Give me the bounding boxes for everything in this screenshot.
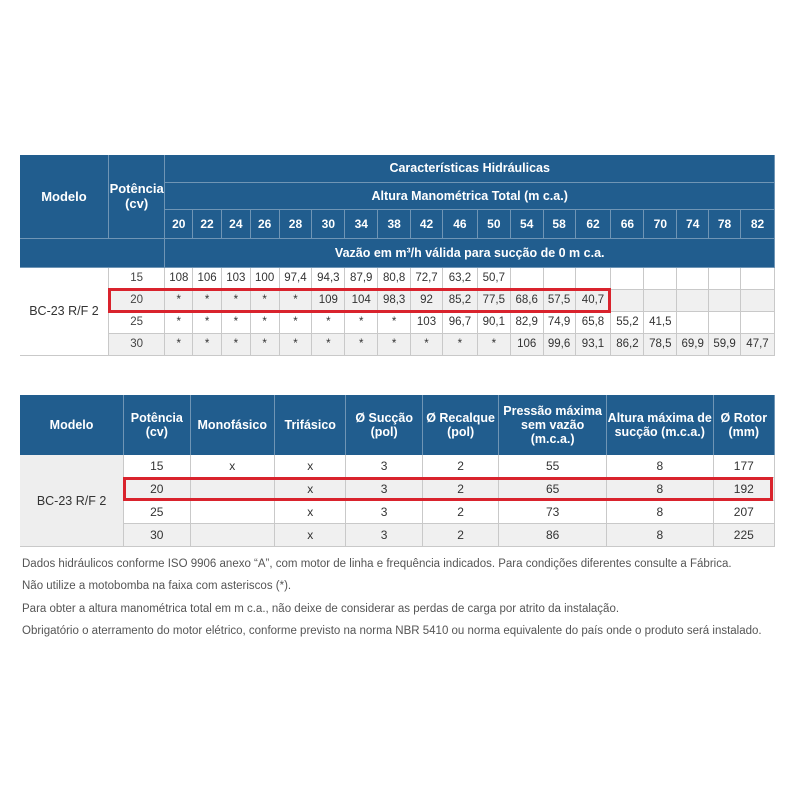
- recalque-cell: 2: [422, 455, 498, 478]
- flow-cell: [644, 289, 677, 311]
- height-col-26: 26: [250, 209, 279, 238]
- tri-cell: x: [275, 524, 346, 547]
- flow-cell: [677, 289, 709, 311]
- flow-cell: 59,9: [709, 333, 741, 355]
- flow-cell: *: [442, 333, 477, 355]
- flow-cell: 94,3: [312, 267, 345, 289]
- height-col-22: 22: [193, 209, 222, 238]
- height-col-66: 66: [611, 209, 644, 238]
- flow-row: [20, 289, 775, 311]
- height-col-34: 34: [345, 209, 378, 238]
- flow-cell: 55,2: [611, 311, 644, 333]
- mono-cell: [190, 524, 275, 547]
- flow-cell: *: [165, 311, 193, 333]
- pressao-cell: 86: [499, 524, 607, 547]
- height-col-38: 38: [378, 209, 411, 238]
- potencia-cell: 30: [108, 333, 165, 355]
- height-col-62: 62: [575, 209, 611, 238]
- note-iso: Dados hidráulicos conforme ISO 9906 anexo “A”, com motor de linha e frequência indicados. Para condições diferentes consulte a Fábrica.: [22, 558, 732, 570]
- flow-cell: 77,5: [477, 289, 510, 311]
- height-col-74: 74: [677, 209, 709, 238]
- flow-cell: 108: [165, 267, 193, 289]
- succao-cell: 3: [346, 501, 422, 524]
- flow-cell: [510, 267, 543, 289]
- flow-cell: 90,1: [477, 311, 510, 333]
- note-asterisk: Não utilize a motobomba na faixa com asteriscos (*).: [22, 580, 292, 593]
- altura-cell: 8: [606, 524, 713, 547]
- tri-cell: x: [275, 501, 346, 524]
- rotor-cell: 225: [713, 524, 774, 547]
- model-name: BC-23 R/F 2: [20, 267, 108, 355]
- flow-cell: *: [411, 333, 443, 355]
- flow-cell: [611, 289, 644, 311]
- pot-cell: 25: [124, 501, 190, 524]
- flow-cell: 40,7: [575, 289, 611, 311]
- header-altura-manometrica: Altura Manométrica Total (m c.a.): [165, 182, 775, 209]
- flow-cell: 99,6: [543, 333, 575, 355]
- tri-cell: x: [275, 478, 346, 501]
- flow-cell: 92: [411, 289, 443, 311]
- flow-cell: 50,7: [477, 267, 510, 289]
- header-recalque: Ø Recalque (pol): [422, 395, 498, 455]
- footnotes: [22, 553, 792, 642]
- succao-cell: 3: [346, 478, 422, 501]
- flow-cell: *: [221, 311, 250, 333]
- flow-cell: 78,5: [644, 333, 677, 355]
- flow-cell: 86,2: [611, 333, 644, 355]
- flow-cell: *: [250, 333, 279, 355]
- spec-row: [20, 501, 775, 524]
- flow-cell: [543, 267, 575, 289]
- flow-cell: 93,1: [575, 333, 611, 355]
- height-col-82: 82: [740, 209, 774, 238]
- height-col-46: 46: [442, 209, 477, 238]
- flow-cell: [709, 267, 741, 289]
- height-col-42: 42: [411, 209, 443, 238]
- flow-cell: 63,2: [442, 267, 477, 289]
- flow-cell: *: [165, 289, 193, 311]
- flow-cell: 41,5: [644, 311, 677, 333]
- header-caracteristicas: Características Hidráulicas: [165, 155, 775, 182]
- rotor-cell: 192: [713, 478, 774, 501]
- flow-cell: *: [221, 289, 250, 311]
- potencia-cell: 15: [108, 267, 165, 289]
- height-col-28: 28: [279, 209, 312, 238]
- flow-cell: [709, 311, 741, 333]
- flow-cell: *: [477, 333, 510, 355]
- flow-cell: 85,2: [442, 289, 477, 311]
- flow-cell: *: [312, 333, 345, 355]
- header-altura-succao: Altura máxima de sucção (m.c.a.): [606, 395, 713, 455]
- flow-cell: 106: [510, 333, 543, 355]
- flow-cell: 57,5: [543, 289, 575, 311]
- flow-cell: 80,8: [378, 267, 411, 289]
- flow-cell: 96,7: [442, 311, 477, 333]
- pressao-cell: 55: [499, 455, 607, 478]
- flow-cell: *: [165, 333, 193, 355]
- pressao-cell: 73: [499, 501, 607, 524]
- altura-cell: 8: [606, 455, 713, 478]
- flow-cell: 82,9: [510, 311, 543, 333]
- mono-cell: x: [190, 455, 275, 478]
- model-name: BC-23 R/F 2: [20, 455, 124, 547]
- height-col-78: 78: [709, 209, 741, 238]
- pot-cell: 30: [124, 524, 190, 547]
- note-perdas: Para obter a altura manométrica total em m c.a., não deixe de considerar as perdas de carga por atrito da instalação.: [22, 602, 620, 615]
- flow-cell: 68,6: [510, 289, 543, 311]
- flow-cell: *: [250, 289, 279, 311]
- height-col-20: 20: [165, 209, 193, 238]
- flow-cell: 100: [250, 267, 279, 289]
- header-modelo: Modelo: [20, 395, 124, 455]
- tri-cell: x: [275, 455, 346, 478]
- flow-cell: 72,7: [411, 267, 443, 289]
- flow-row: [20, 267, 775, 289]
- altura-cell: 8: [606, 501, 713, 524]
- flow-cell: *: [250, 311, 279, 333]
- pot-cell: 20: [124, 478, 190, 501]
- flow-cell: 98,3: [378, 289, 411, 311]
- flow-cell: *: [378, 311, 411, 333]
- header-rotor: Ø Rotor (mm): [713, 395, 774, 455]
- recalque-cell: 2: [422, 478, 498, 501]
- height-col-50: 50: [477, 209, 510, 238]
- flow-cell: [740, 289, 774, 311]
- flow-row: [20, 311, 775, 333]
- pressao-cell: 65: [499, 478, 607, 501]
- header-trifasico: Trifásico: [275, 395, 346, 455]
- succao-cell: 3: [346, 524, 422, 547]
- pot-cell: 15: [124, 455, 190, 478]
- flow-cell: 103: [411, 311, 443, 333]
- rotor-cell: 207: [713, 501, 774, 524]
- flow-cell: *: [193, 311, 222, 333]
- note-aterramento: Obrigatório o aterramento do motor elétrico, conforme previsto na norma NBR 5410 ou norma equivalente do país onde o produto será instalado.: [22, 624, 762, 637]
- flow-cell: *: [193, 289, 222, 311]
- potencia-cell: 25: [108, 311, 165, 333]
- flow-row: [20, 333, 775, 355]
- spec-row: [20, 455, 775, 478]
- potencia-cell: 20: [108, 289, 165, 311]
- header-potencia: Potência (cv): [124, 395, 190, 455]
- succao-cell: 3: [346, 455, 422, 478]
- altura-cell: 8: [606, 478, 713, 501]
- flow-cell: [644, 267, 677, 289]
- specifications-table: [20, 395, 775, 547]
- header-monofasico: Monofásico: [190, 395, 275, 455]
- flow-cell: *: [279, 311, 312, 333]
- flow-cell: *: [345, 311, 378, 333]
- flow-cell: [575, 267, 611, 289]
- flow-cell: [740, 311, 774, 333]
- flow-cell: *: [221, 333, 250, 355]
- flow-cell: 65,8: [575, 311, 611, 333]
- flow-cell: *: [345, 333, 378, 355]
- flow-cell: 104: [345, 289, 378, 311]
- flow-cell: [709, 289, 741, 311]
- height-col-24: 24: [221, 209, 250, 238]
- flow-cell: 69,9: [677, 333, 709, 355]
- spec-row: [20, 524, 775, 547]
- recalque-cell: 2: [422, 501, 498, 524]
- height-col-54: 54: [510, 209, 543, 238]
- flow-cell: *: [312, 311, 345, 333]
- flow-cell: 103: [221, 267, 250, 289]
- flow-cell: [677, 311, 709, 333]
- rotor-cell: 177: [713, 455, 774, 478]
- flow-cell: 97,4: [279, 267, 312, 289]
- flow-cell: *: [279, 333, 312, 355]
- header-vazao: Vazão em m³/h válida para sucção de 0 m c.a.: [165, 238, 775, 267]
- spec-row: [20, 478, 775, 501]
- height-col-70: 70: [644, 209, 677, 238]
- flow-cell: [611, 267, 644, 289]
- mono-cell: [190, 501, 275, 524]
- header-succao: Ø Sucção (pol): [346, 395, 422, 455]
- flow-cell: 106: [193, 267, 222, 289]
- hydraulic-characteristics-table: [20, 155, 775, 356]
- header-pressao: Pressão máxima sem vazão (m.c.a.): [499, 395, 607, 455]
- mono-cell: [190, 478, 275, 501]
- height-col-30: 30: [312, 209, 345, 238]
- flow-cell: [677, 267, 709, 289]
- height-col-58: 58: [543, 209, 575, 238]
- flow-cell: 74,9: [543, 311, 575, 333]
- flow-cell: *: [279, 289, 312, 311]
- header-potencia: Potência (cv): [108, 155, 165, 238]
- flow-cell: *: [193, 333, 222, 355]
- recalque-cell: 2: [422, 524, 498, 547]
- flow-cell: 87,9: [345, 267, 378, 289]
- flow-cell: 109: [312, 289, 345, 311]
- flow-cell: *: [378, 333, 411, 355]
- flow-cell: [740, 267, 774, 289]
- flow-cell: 47,7: [740, 333, 774, 355]
- header-modelo: Modelo: [20, 155, 108, 238]
